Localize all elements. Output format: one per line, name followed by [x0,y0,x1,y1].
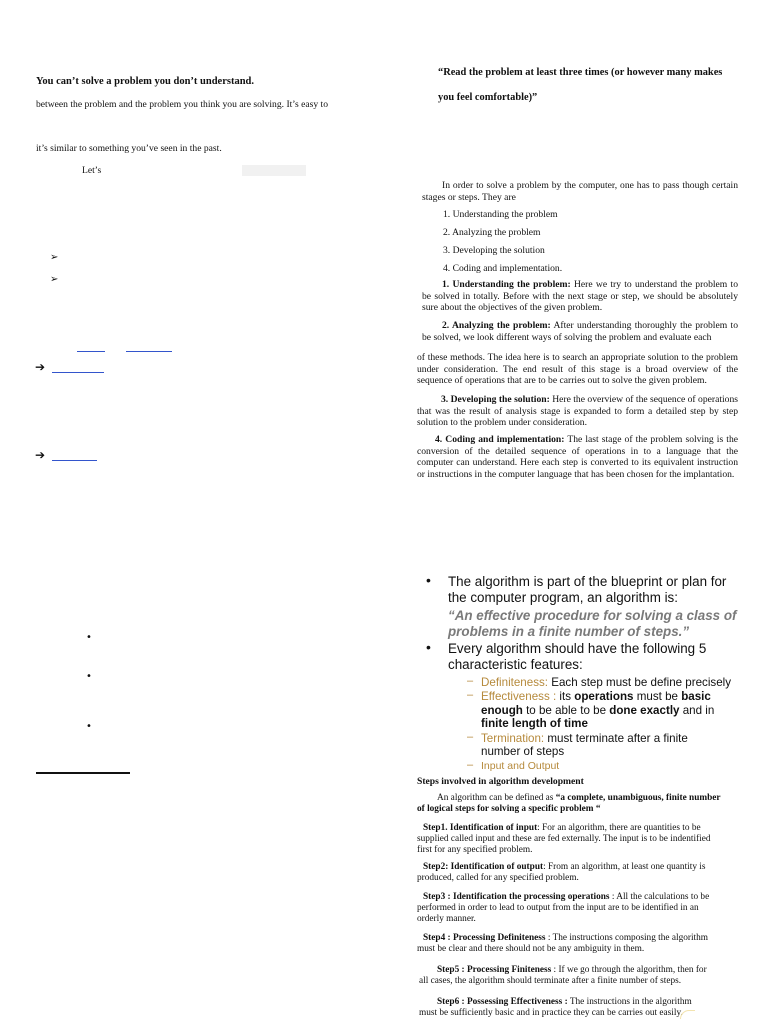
dash-bullet-icon: – [467,689,474,701]
feature-text: to be able to be [522,704,610,717]
feature-text: Each step must be define precisely [548,676,732,689]
step-paragraph [417,823,721,856]
definition-quote: problems in a finite number of steps.” [448,624,690,639]
step-paragraph [419,965,709,987]
steps-heading: Steps involved in algorithm development [417,776,584,787]
step-body: : All the calculations to be performed in order to lead to output from the input are to be identified in an orderly manner. [417,892,710,924]
intro-text: An algorithm can be defined as [437,793,556,803]
stage-title: 1. Understanding the problem: [442,279,571,290]
list-item: 4. Coding and implementation. [443,263,563,274]
right-arrow-icon: ➔ [35,448,46,462]
step-paragraph [417,862,721,884]
stage-paragraph [417,434,738,480]
corner-mark [680,1010,695,1019]
step-body: : From an algorithm, at least one quantity is produced, called for any specified problem. [417,862,706,883]
stage-paragraph [417,394,738,429]
feature-text: and in [679,704,715,717]
feature-item-continued: finite length of time [481,717,588,730]
stage-title: 2. Analyzing the problem: [442,320,551,331]
quote-line: you feel comfortable)” [438,92,538,103]
step-paragraph [417,933,721,955]
feature-label: Termination: [481,732,545,745]
intro-text: “a complete, unambiguous, finite number [555,793,721,803]
quote-line: “Read the problem at least three times (or however many makes [438,67,723,78]
feature-item [481,676,731,690]
slide-text-line: characteristic features: [448,657,583,672]
feature-label: Definiteness: [481,676,549,689]
step-title: Step1. Identification of input [423,823,538,833]
lets-text: Let’s [82,165,102,176]
step-title: Step5 : Processing Finiteness [437,965,552,975]
list-item: 1. Understanding the problem [443,209,558,220]
intro-text: of logical steps for solving a specific problem “ [417,804,601,814]
stage-body: Here we try to understand the problem to be solved in totally. Before with the next stage or step, we should be absolutely sure about the objectives of the given problem. [422,279,738,313]
list-item: 2. Analyzing the problem [443,227,541,238]
hyperlink-underline[interactable] [52,460,97,461]
step-title: Step4 : Processing Definiteness [423,933,546,943]
feature-text: operations [574,690,634,703]
feature-label: Input and Output [481,760,560,772]
step-body: : The instructions composing the algorithm must be clear and there should not be any ambiguity in them. [417,933,709,954]
feature-item [481,690,711,704]
dash-bullet-icon: – [467,731,474,743]
step-body: : If we go through the algorithm, then for all cases, the algorithm should terminate after a finite number of steps. [419,965,707,986]
highlight-box [242,165,306,176]
feature-item-continued [481,704,714,718]
feature-text: enough [481,704,523,717]
feature-text: its [556,690,575,703]
feature-label: Effectiveness : [481,690,557,703]
feature-text: basic [681,690,711,703]
arrowhead-bullet-icon: ➢ [50,252,59,263]
bullet-dot-icon: • [86,671,92,682]
hyperlink-underline[interactable] [52,372,104,373]
bullet-dot-icon: • [86,632,92,643]
stages-list [443,209,562,281]
stage-paragraph [422,279,738,314]
step-paragraph [417,892,721,925]
step-title: Step6 : Possessing Effectiveness : [437,997,568,1007]
step-body: The instructions in the algorithm must be sufficiently basic and in practice they can be carries out easily. [419,997,692,1018]
feature-text: must terminate after a finite [544,732,688,745]
slide-text-line: the computer program, an algorithm is: [448,590,678,605]
bullet-dot-icon: • [426,639,431,655]
step-body: : For an algorithm, there are quantities to be supplied called input and these are fed externally. The input is to be indentified first for any specified problem. [417,823,711,855]
stage-paragraph [422,320,738,343]
definition-quote: “An effective procedure for solving a class of [448,608,737,623]
dash-bullet-icon: – [467,675,474,687]
stage-body: After understanding thoroughly the problem to be solved, we look different ways of solving the problem and evaluate each [422,320,738,343]
dash-bullet-icon: – [467,759,474,771]
hyperlink-underline[interactable] [77,351,105,352]
left-text-line: it’s similar to something you’ve seen in the past. [36,143,222,154]
step-paragraph [419,997,709,1019]
stage-title: 3. Developing the solution: [441,394,550,405]
slide-text-line: The algorithm is part of the blueprint or plan for [448,574,727,589]
right-arrow-icon: ➔ [35,360,46,374]
feature-item [481,732,688,746]
feature-text: must be [633,690,682,703]
stage-body: Here the overview of the sequence of operations that was the result of analysis stage is expanded to form a detailed step by step solution to the problem under consideration. [417,394,738,428]
steps-intro [417,793,729,815]
slide-text-line: Every algorithm should have the following 5 [448,641,707,656]
feature-text: done exactly [609,704,680,717]
arrowhead-bullet-icon: ➢ [50,274,59,285]
stage-body: The last stage of the problem solving is the conversion of the detailed sequence of operations in to a language that the computer can understand. Here each step is converted to its equivalent instruction or instructions in the computer language that has been chosen for the implantation. [417,434,738,480]
stages-intro: In order to solve a problem by the computer, one has to pass though certain stages or steps. They are [422,180,738,203]
left-text-line: between the problem and the problem you think you are solving. It’s easy to [36,99,329,110]
list-item: 3. Developing the solution [443,245,545,256]
feature-item-continued: number of steps [481,745,565,758]
stage-paragraph-continued: of these methods. The idea here is to search an appropriate solution to the problem under consideration. The end result of this stage is a broad overview of the sequence of operations that are to be carries out to solve the given problem. [417,352,738,386]
hyperlink-underline[interactable] [126,351,172,352]
bullet-dot-icon: • [426,572,431,588]
stage-title: 4. Coding and implementation: [435,434,565,445]
divider-line [36,772,130,774]
bullet-dot-icon: • [86,721,92,732]
left-heading: You can’t solve a problem you don’t understand. [36,76,255,87]
step-title: Step3 : Identification the processing operations [423,892,610,902]
step-title: Step2: Identification of output [423,862,544,872]
